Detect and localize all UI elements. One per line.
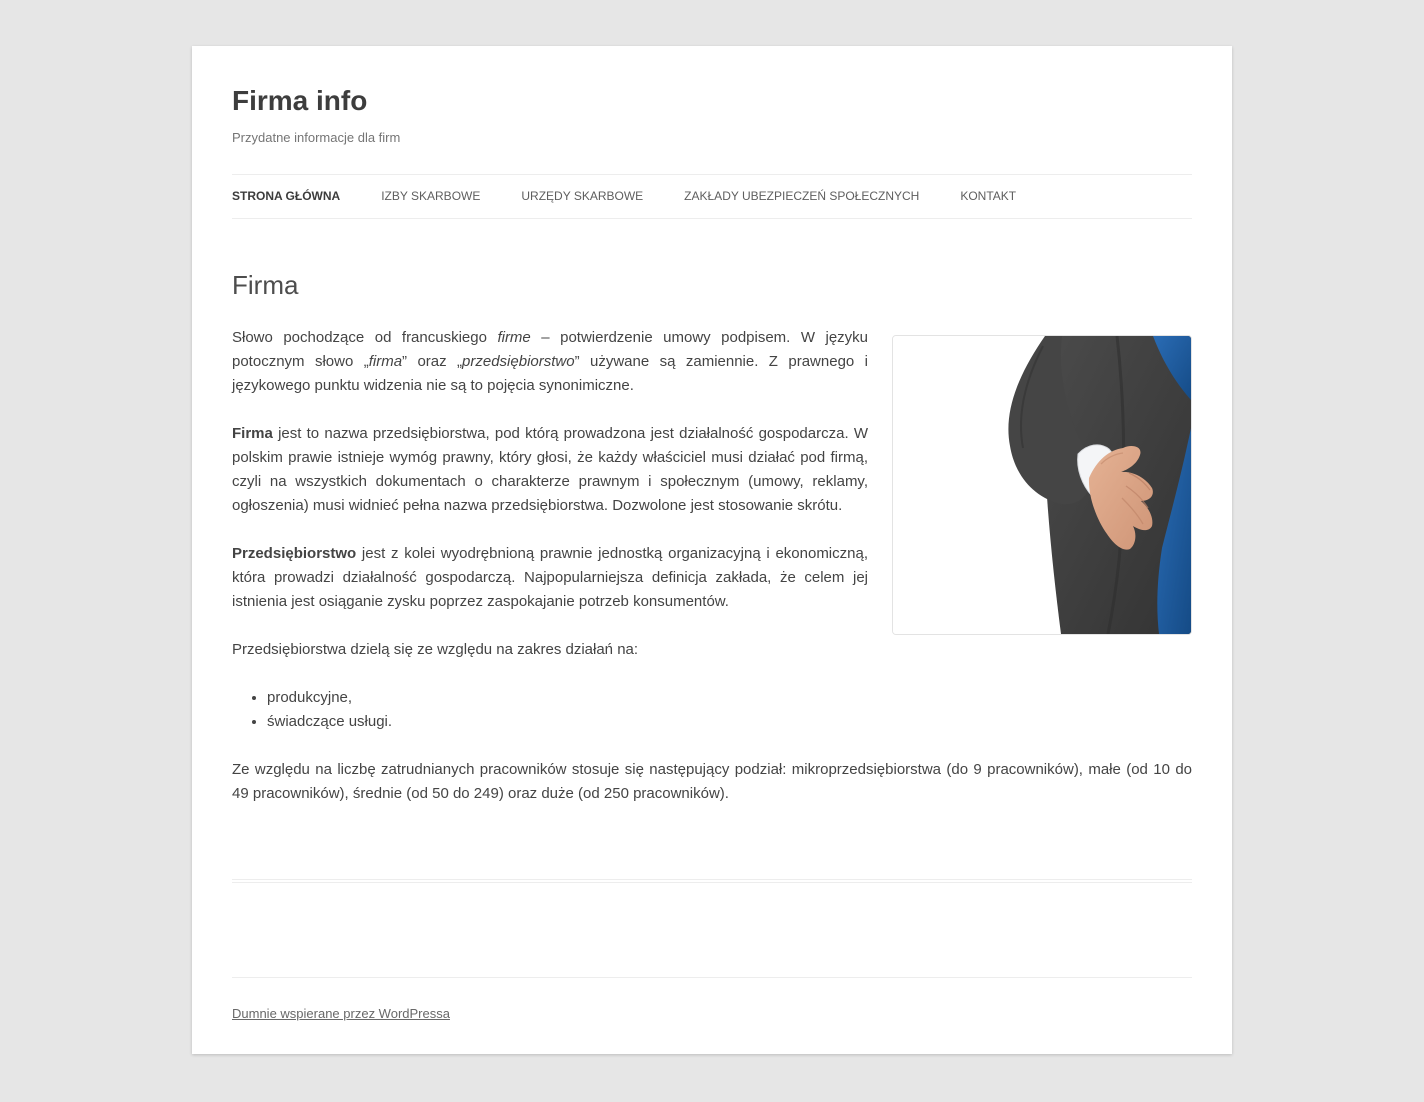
entry-title: Firma bbox=[232, 269, 299, 300]
nav-item-zaklady-ubezpieczen-spolecznych bbox=[684, 175, 919, 218]
nav-item-urzedy-skarbowe bbox=[521, 175, 643, 218]
article-paragraph: Przedsiębiorstwa dzielą się ze względu na zakres działań na: bbox=[232, 640, 639, 658]
site-footer bbox=[232, 977, 1192, 1054]
nav-item-kontakt bbox=[960, 175, 1016, 218]
site-tagline: Przydatne informacje dla firm bbox=[232, 129, 401, 145]
article-paragraph: Przedsiębiorstwo jest z kolei wyodrębnioną prawnie jednostką organizacyjną i ekonomiczną, która prowadzi działalność gospodarczą. Najpopularniejsza definicja zakłada, że celem jej istnienia jest osiąganie zysku poprzez zaspokajanie potrzeb konsumentów. bbox=[232, 544, 868, 610]
nav-list bbox=[232, 175, 1192, 218]
content-area bbox=[192, 46, 1232, 1054]
main-navigation bbox=[232, 174, 1192, 219]
article-paragraph: Firma jest to nazwa przedsiębiorstwa, pod którą prowadzona jest działalność gospodarcza. W polskim prawie istnieje wymóg prawny, który głosi, że każdy właściciel musi działać pod firmą, czyli na wszystkich dokumentach o charakterze prawnym i społecznym (umowy, reklamy, ogłoszenia) musi widnieć pełna nazwa przedsiębiorstwa. Dozwolone jest stosowanie skrótu. bbox=[232, 424, 868, 514]
nav-link-izby-skarbowe[interactable]: IZBY SKARBOWE bbox=[381, 188, 481, 203]
wordpress-credit-link[interactable]: Dumnie wspierane przez WordPressa bbox=[232, 1005, 450, 1021]
article-paragraph: Ze względu na liczbę zatrudnianych pracowników stosuje się następujący podział: mikroprzedsiębiorstwa (do 9 pracowników), małe (od 10 do 49 pracowników), średnie (od 50 do 249) oraz duże (od 250 pracowników). bbox=[232, 760, 1192, 802]
nav-item-strona-glowna bbox=[232, 175, 340, 218]
nav-link-zaklady-ubezpieczen-spolecznych[interactable]: ZAKŁADY UBEZPIECZEŃ SPOŁECZNYCH bbox=[684, 188, 920, 203]
nav-item-izby-skarbowe bbox=[381, 175, 480, 218]
main-content bbox=[232, 219, 1192, 883]
article-bullet-list bbox=[232, 686, 1192, 734]
article-firma bbox=[232, 270, 1192, 883]
nav-link-kontakt[interactable]: KONTAKT bbox=[960, 188, 1017, 203]
site-header bbox=[232, 46, 1192, 219]
handshake-photo bbox=[892, 335, 1192, 635]
article-paragraph: Słowo pochodzące od francuskiego firme – potwierdzenie umowy podpisem. W języku potocznym słowo „firma” oraz „przedsiębiorstwo” używane są zamiennie. Z prawnego i językowego punktu widzenia nie są to pojęcia synonimiczne. bbox=[232, 328, 868, 394]
entry-content bbox=[232, 326, 1192, 806]
list-item: • świadczące usługi. bbox=[267, 710, 1192, 734]
list-item: • produkcyjne, bbox=[267, 686, 1192, 710]
nav-link-strona-glowna[interactable]: STRONA GŁÓWNA bbox=[232, 188, 341, 203]
handshake-illustration bbox=[893, 336, 1191, 634]
site-title[interactable]: Firma info bbox=[232, 85, 368, 116]
nav-link-urzedy-skarbowe[interactable]: URZĘDY SKARBOWE bbox=[521, 188, 644, 203]
